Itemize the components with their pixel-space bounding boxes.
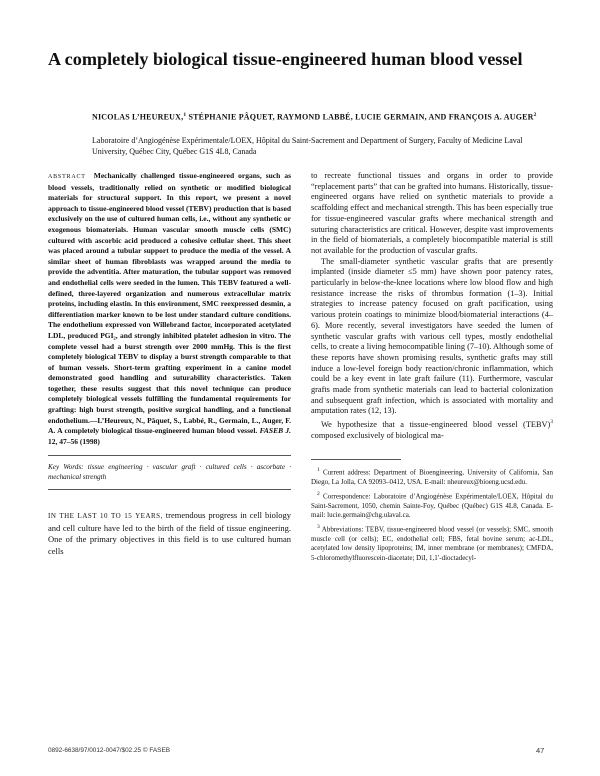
abstract-journal: FASEB J. (259, 426, 291, 436)
left-column (48, 171, 291, 557)
footnote-2-text: Correspondence: Laboratoire d’Angiogénèse Expérimentale/LOEX, Hôpital du Saint-Sacrement, 1050, chemin Sainte-Foy, Québec (Québec) G1S 4L8, Canada. E-mail: lucie.germain@chg.ulaval.ca. (311, 492, 554, 520)
right-column (311, 171, 553, 566)
abstract-text: Mechanically challenged tissue-engineered organs, such as blood vessels, traditionally relied on synthetic or modified biological materials for structural support. In this report, we present a novel approach to tissue-engineered blood vessel (TEBV) production that is based exclusively on the use of cultured human cells, i.e., without any synthetic or exogenous biomaterials. Human vascular smooth muscle cells (SMC) cultured with ascorbic acid produced a cohesive cellular sheet. This sheet was placed around a tubular support to produce the media of the vessel. A similar sheet of human fibroblasts was wrapped around the media to provide the adventitia. After maturation, the tubular support was removed and endothelial cells were seeded in the lumen. This TEBV featured a well-defined, three-layered organization and numerous extracellular matrix proteins, including elastin. In this environment, SMC reexpressed desmin, a differentiation marker known to be lost under standard culture conditions. The endothelium expressed von Willebrand factor, incorporated acetylated LDL, produced PGI₂, and strongly inhibited platelet adhesion in vitro. The complete vessel had a burst strength over 2000 mmHg. This is the first completely biological TEBV to display a burst strength comparable to that of human vessels. Short-term grafting experiment in a canine model demonstrated good handling and suturability characteristics. Taken together, these results suggest that this novel technique can produce completely biological vessels fulfilling the fundamental requirements for grafting: high burst strength, positive surgical handling, and a functional endothelium.—L’Heureux, N., Pâquet, S., Labbé, R., Germain, L., Auger, F. A. A completely biological tissue-engineered human blood vessel. (48, 171, 291, 436)
footnote-3 (311, 523, 553, 564)
abstract-label: ABSTRACT (48, 174, 86, 180)
author-footnote-mark-1: 1 (183, 112, 187, 118)
affiliation: Laboratoire d’Angiogénèse Expérimentale/LOEX, Hôpital du Saint-Sacrement and Department of Surgery, Faculty of Medicine Laval University, Québec City, Québec G1S 4L8, Canada (92, 136, 523, 156)
footnote-1 (311, 466, 553, 488)
footnote-1-text: Current address: Department of Bioengineering, University of California, San Diego, La Jolla, CA 92093–0412, USA. E-mail: nheureux@bioeng.ucsd.edu. (311, 468, 553, 487)
intro-lead: IN THE LAST 10 TO 15 YEARS, (48, 512, 163, 521)
footnote-3-mark: 3 (317, 523, 320, 530)
footnote-2-mark: 2 (317, 490, 320, 497)
author-list (92, 110, 542, 123)
body-footnote-mark-3: 3 (550, 419, 553, 426)
body-paragraph-1: to recreate functional tissues and organs in order to provide “replacement parts” that can be grafted into humans. Historically, tissue-engineered organs have relied on synthetic materials to provide a scaffolding effect and mechanical strength. This has been especially true for tissue-engineered vascular grafts where mechanical strength and suturing characteristics are critical. However, despite vast improvements in the field of biomaterials, a completely biocompatible material is still not available for the production of vascular grafts. (311, 171, 553, 255)
intro-text: tremendous progress in cell biology and cell culture have led to the birth of the field of tissue engineering. One of the primary objectives in this field is to use cultured human cells (48, 510, 291, 556)
footnote-1-mark: 1 (317, 467, 320, 474)
footnote-rule (311, 459, 401, 460)
issn-line: 0892-6638/97/0012-0047/$02.25 © FASEB (48, 747, 170, 754)
page-number: 47 (536, 746, 545, 755)
keywords: Key Words: tissue engineering · vascular graft · cultured cells · ascorbate · mechanical strength (48, 463, 291, 482)
footnote-3-text: Abbreviations: TEBV, tissue-engineered blood vessel (or vessels); SMC, smooth muscle cell (or cells); EC, endothelial cell; FBS, fetal bovine serum; ac-LDL, acetylated low density lipoproteins; IM, inner membrane (or membranes); CMFDA, 5-chloromethylfluorescein-diacetate; DiI, 1,1′-dioctadecyl- (311, 525, 553, 563)
body-paragraph-3-part1: We hypothesize that a tissue-engineered blood vessel (TEBV) (321, 419, 551, 429)
article-title: A completely biological tissue-engineered human blood vessel (48, 49, 523, 69)
keywords-top-rule (48, 455, 291, 456)
author-names-part2: STÉPHANIE PÂQUET, RAYMOND LABBÉ, LUCIE GERMAIN, AND FRANÇOIS A. AUGER (186, 112, 534, 122)
keywords-bottom-rule (48, 489, 291, 490)
abstract (48, 171, 291, 447)
author-footnote-mark-2: 2 (533, 112, 537, 118)
intro-paragraph (48, 510, 291, 557)
abstract-citation: 12, 47–56 (1998) (48, 436, 100, 446)
body-paragraph-3 (311, 417, 553, 441)
body-paragraph-2: The small-diameter synthetic vascular grafts that are presently implanted (inside diameter ≤5 mm) have shown poor patency rates, particularly in below-the-knee locations where low blood flow and high resistance increase the risks of thrombus formation (1–3). Initial strategies to increase patency focused on graft pacification, using various protein coatings to minimize blood/biomaterial interactions (4–6). More recently, several investigators have seeded the lumen of synthetic vascular grafts with various cell types, mostly endothelial cells, to create a living hemocompatible lining (7–10). Although some of these reports have shown promising results, synthetic grafts may still induce a low-level foreign body reaction/chronic inflammation, which could be a key event in late graft failure (11). Furthermore, vascular grafts made from synthetic materials can lead to bacterial colonization and subsequent graft infection, which is associated with mortality and amputation rates (12, 13). (311, 256, 553, 416)
author-names-part1: NICOLAS L’HEUREUX, (92, 112, 184, 122)
body-paragraph-3-part2: composed exclusively of biological ma- (311, 430, 444, 440)
footnote-2 (311, 490, 553, 521)
